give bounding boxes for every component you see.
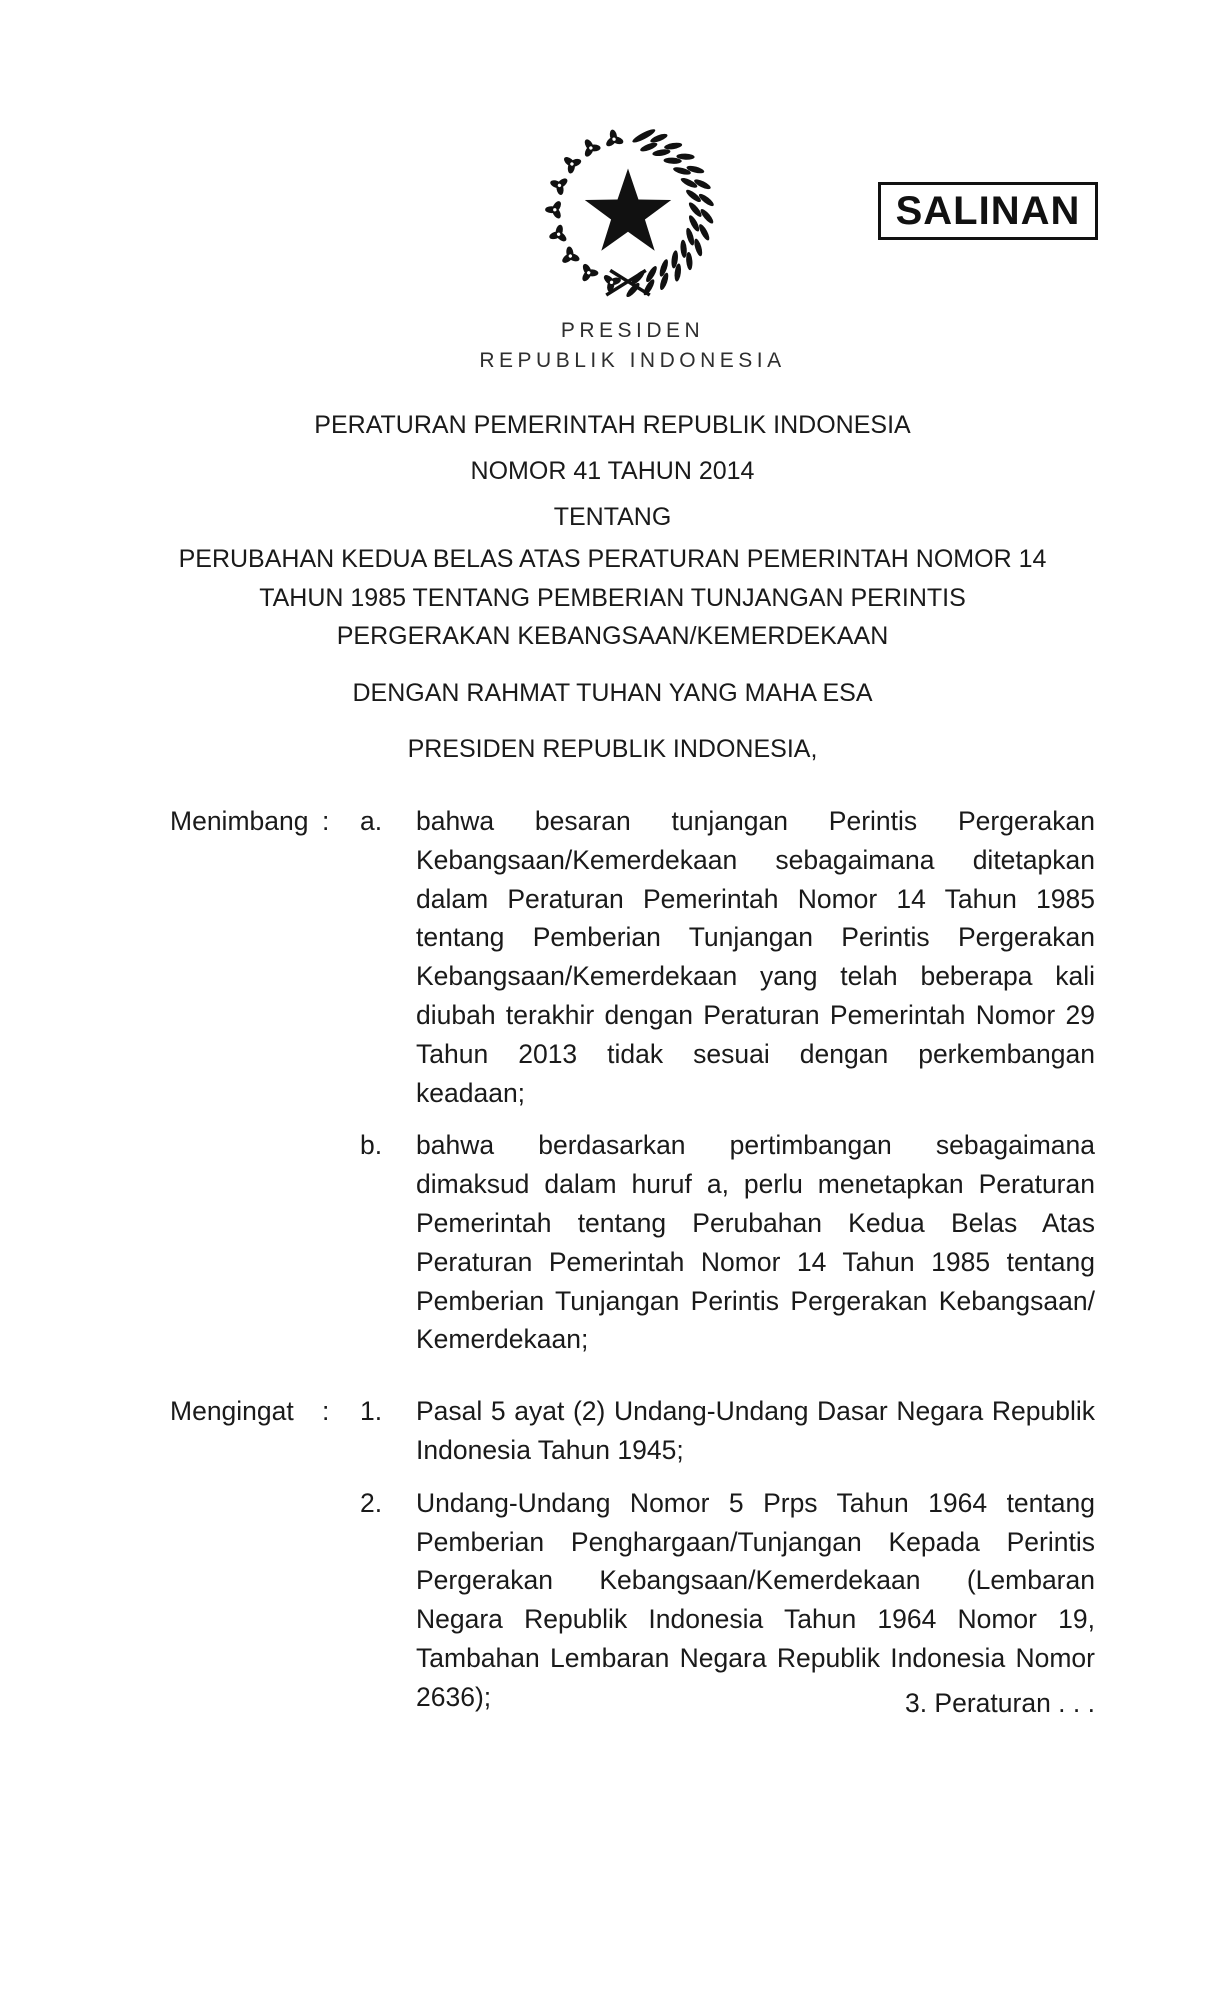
list-item	[360, 1126, 1095, 1359]
clauses	[170, 802, 1095, 1717]
catchword: 3. Peraturan . . .	[904, 1688, 1095, 1718]
item-marker: 1.	[360, 1396, 383, 1427]
letterhead-line1: PRESIDEN	[560, 319, 705, 342]
letterhead	[170, 316, 1095, 376]
star-icon	[585, 169, 671, 251]
item-text: Pasal 5 ayat (2) Undang-Undang Dasar Negara Republik Indonesia Tahun 1945;	[416, 1396, 1095, 1465]
subject-line-3: PERGERAKAN KEBANGSAAN/KEMERDEKAAN	[336, 622, 889, 650]
section-separator: :	[322, 806, 330, 836]
presidential-emblem	[539, 117, 717, 309]
item-marker: b.	[360, 1130, 383, 1161]
section-separator: :	[322, 1396, 330, 1427]
section-mengingat	[170, 1392, 1095, 1716]
section-label: Mengingat	[170, 1396, 294, 1427]
subject-line-2: TAHUN 1985 TENTANG PEMBERIAN TUNJANGAN PERINTIS	[259, 583, 966, 612]
title-line-1: PERATURAN PEMERINTAH REPUBLIK INDONESIA	[314, 411, 911, 439]
title-block	[150, 402, 1075, 772]
section-menimbang	[170, 802, 1095, 1359]
item-text: Undang-Undang Nomor 5 Prps Tahun 1964 tentang Pemberian Penghargaan/Tunjangan Kepada Perintis Pergerakan Kebangsaan/Kemerdekaan (Lembaran Negara Republik Indonesia Tahun 1964 Nomor 19, Tambahan Lembaran Negara Republik Indonesia Nomor 2636);	[416, 1487, 1095, 1712]
section-label: Menimbang	[170, 806, 309, 836]
salinan-stamp	[878, 182, 1098, 240]
title-line-3: TENTANG	[553, 503, 672, 531]
star-wreath-icon	[539, 117, 717, 309]
item-marker: a.	[360, 806, 383, 836]
list-item	[360, 1484, 1095, 1717]
section-items	[360, 1392, 1095, 1716]
title-line-2: NOMOR 41 TAHUN 2014	[470, 457, 755, 485]
list-item	[360, 802, 1095, 1112]
list-item	[360, 1392, 1095, 1470]
subject-line-1: PERUBAHAN KEDUA BELAS ATAS PERATURAN PEMERINTAH NOMOR 14	[178, 545, 1047, 573]
letterhead-line2: REPUBLIK INDONESIA	[479, 349, 786, 372]
section-items	[360, 802, 1095, 1359]
invocation-line: DENGAN RAHMAT TUHAN YANG MAHA ESA	[352, 678, 873, 707]
item-marker: 2.	[360, 1487, 383, 1518]
salinan-label: SALINAN	[895, 188, 1081, 233]
authority-line: PRESIDEN REPUBLIK INDONESIA,	[407, 734, 818, 763]
item-text: bahwa berdasarkan pertimbangan sebagaimana dimaksud dalam huruf a, perlu menetapkan Peraturan Pemerintah tentang Perubahan Kedua Belas Atas Peraturan Pemerintah Nomor 14 Tahun 1985 tentang Pemberian Tunjangan Perintis Pergerakan Kebangsaan/ Kemerdekaan;	[416, 1130, 1095, 1355]
item-text: bahwa besaran tunjangan Perintis Pergerakan Kebangsaan/Kemerdekaan sebagaimana ditetapkan dalam Peraturan Pemerintah Nomor 14 Tahun 1985 tentang Pemberian Tunjangan Perintis Pergerakan Kebangsaan/Kemerdekaan yang telah beberapa kali diubah terakhir dengan Peraturan Pemerintah Nomor 29 Tahun 2013 tidak sesuai dengan perkembangan keadaan;	[416, 806, 1095, 1108]
